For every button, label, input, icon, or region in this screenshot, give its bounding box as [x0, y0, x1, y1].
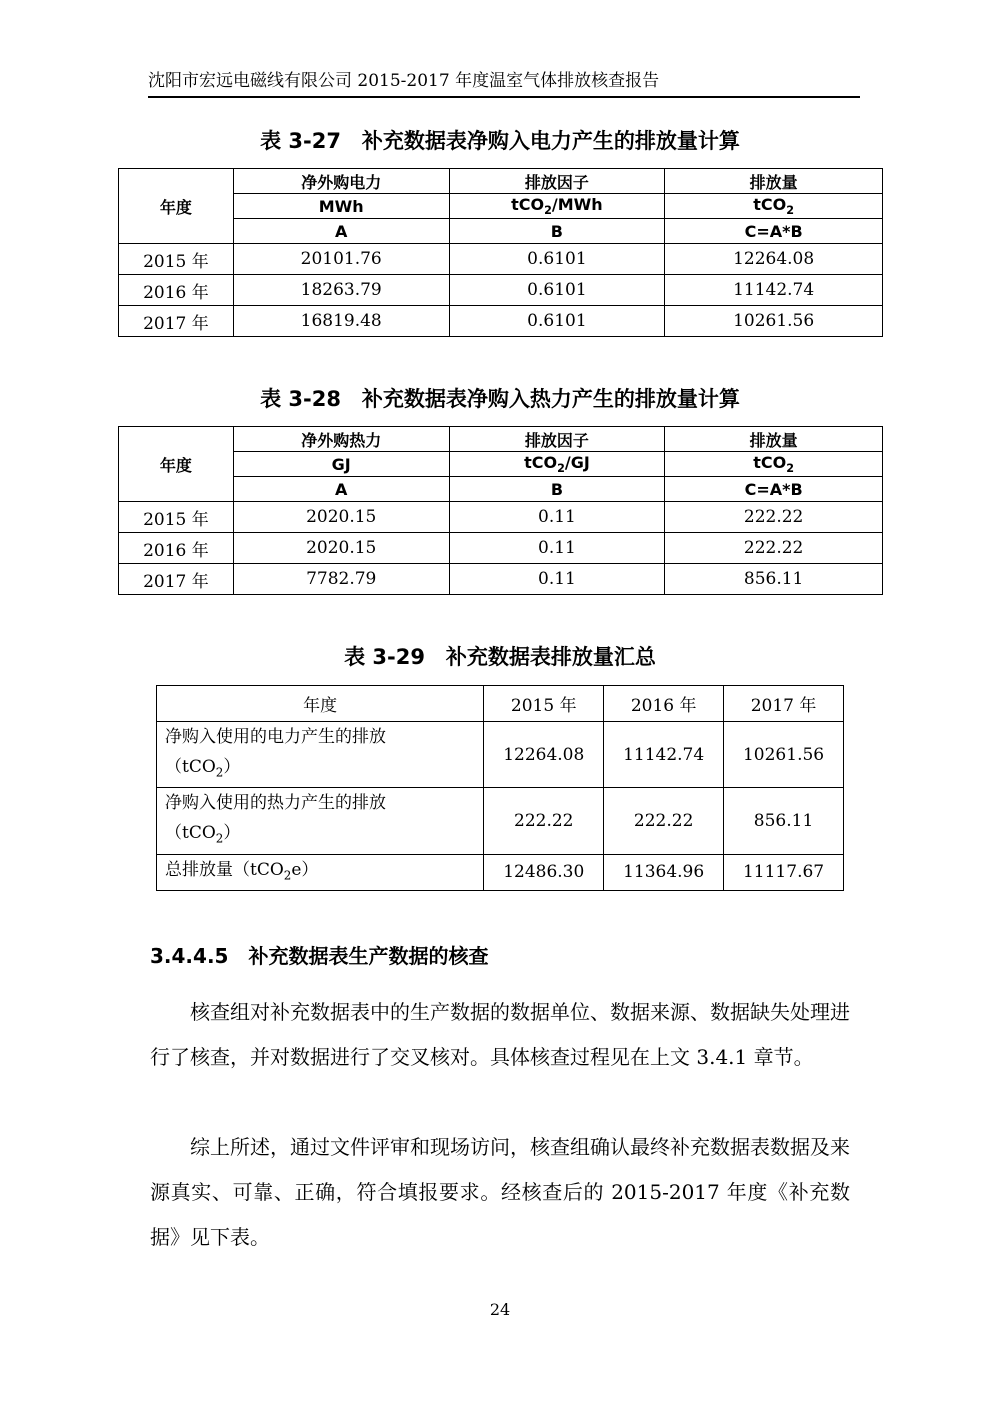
- section-heading: [150, 940, 508, 969]
- table1-col3-name: 排放量: [665, 169, 883, 194]
- table-row: [119, 275, 883, 306]
- table1-caption: 表 3-27 补充数据表净购入电力产生的排放量计算: [260, 129, 740, 153]
- table3-cell: 10261.56: [724, 722, 844, 788]
- table3-cell: 11142.74: [604, 722, 724, 788]
- table2-cell: 2020.15: [233, 502, 449, 533]
- table3-header-2017: 2017 年: [724, 686, 844, 722]
- table2: [118, 426, 883, 595]
- table2-row-year: 2017 年: [119, 564, 234, 595]
- table3-header-label: 年度: [157, 686, 484, 722]
- table3-cell: 11364.96: [604, 854, 724, 890]
- table-row: [157, 788, 844, 854]
- table-row: [119, 502, 883, 533]
- table2-col2-code: B: [449, 477, 665, 502]
- table3-row-label: 净购入使用的热力产生的排放 （tCO$_2$）: [157, 788, 484, 854]
- table1-row-year: 2015 年: [119, 244, 234, 275]
- table2-row-year: 2015 年: [119, 502, 234, 533]
- table1-cell: 10261.56: [665, 306, 883, 337]
- table-row: [157, 722, 844, 788]
- table1-cell: 11142.74: [665, 275, 883, 306]
- table1-cell: 0.6101: [449, 306, 665, 337]
- table2-col3-name: 排放量: [665, 427, 883, 452]
- paragraph: 核查组对补充数据表中的生产数据的数据单位、数据来源、数据缺失处理进行了核查，并对数据进行了交叉核对。具体核查过程见在上文 3.4.1 章节。: [150, 1000, 850, 1069]
- table2-col1-name: 净外购热力: [233, 427, 449, 452]
- page-header: 沈阳市宏远电磁线有限公司 2015-2017 年度温室气体排放核查报告: [148, 66, 860, 98]
- table1-cell: 12264.08: [665, 244, 883, 275]
- table1-col2-name: 排放因子: [449, 169, 665, 194]
- table1-col1-unit: MWh: [233, 194, 449, 219]
- table1-col2-unit: tCO$_2$/MWh: [449, 194, 665, 219]
- table2-cell: 0.11: [449, 564, 665, 595]
- table3-header-2015: 2015 年: [484, 686, 604, 722]
- table2-caption: 表 3-28 补充数据表净购入热力产生的排放量计算: [260, 387, 740, 411]
- table-row: [157, 854, 844, 890]
- table1-col3-code: C=A*B: [665, 219, 883, 244]
- table3-cell: 12264.08: [484, 722, 604, 788]
- table2-cell: 856.11: [665, 564, 883, 595]
- table2-col3-code: C=A*B: [665, 477, 883, 502]
- table1-col1-code: A: [233, 219, 449, 244]
- section-title: 补充数据表生产数据的核查: [248, 944, 489, 968]
- table2-cell: 2020.15: [233, 533, 449, 564]
- table3: [156, 685, 844, 891]
- table2-row-year: 2016 年: [119, 533, 234, 564]
- table3-cell: 222.22: [604, 788, 724, 854]
- table1-row-year: 2016 年: [119, 275, 234, 306]
- table1-cell: 18263.79: [233, 275, 449, 306]
- table-row: [119, 533, 883, 564]
- table-row: [119, 244, 883, 275]
- table2-cell: 0.11: [449, 502, 665, 533]
- table2-cell: 7782.79: [233, 564, 449, 595]
- page-number: 24: [489, 1300, 511, 1319]
- table-row: [119, 564, 883, 595]
- table2-cell: 222.22: [665, 533, 883, 564]
- table2-col3-unit: tCO$_2$: [665, 452, 883, 477]
- table3-cell: 11117.67: [724, 854, 844, 890]
- table3-cell: 12486.30: [484, 854, 604, 890]
- table1-cell: 20101.76: [233, 244, 449, 275]
- table1: [118, 168, 883, 337]
- table1-year-header: 年度: [119, 169, 234, 244]
- table1-cell: 16819.48: [233, 306, 449, 337]
- table1-col2-code: B: [449, 219, 665, 244]
- table3-row-label: 净购入使用的电力产生的排放 （tCO$_2$）: [157, 722, 484, 788]
- paragraph: 综上所述，通过文件评审和现场访问，核查组确认最终补充数据表数据及来源真实、可靠、正确，符合填报要求。经核查后的 2015-2017 年度《补充数据》见下表。: [150, 1135, 850, 1249]
- table2-col2-unit: tCO$_2$/GJ: [449, 452, 665, 477]
- table3-row-label: 总排放量（tCO$_2$e）: [157, 854, 484, 890]
- table3-caption: 表 3-29 补充数据表排放量汇总: [344, 645, 656, 669]
- table2-col2-name: 排放因子: [449, 427, 665, 452]
- table1-cell: 0.6101: [449, 275, 665, 306]
- section-number: 3.4.4.5: [150, 944, 229, 968]
- table1-col1-name: 净外购电力: [233, 169, 449, 194]
- table2-cell: 222.22: [665, 502, 883, 533]
- table2-col1-code: A: [233, 477, 449, 502]
- table-row: [119, 306, 883, 337]
- table1-row-year: 2017 年: [119, 306, 234, 337]
- table1-cell: 0.6101: [449, 244, 665, 275]
- table2-year-header: 年度: [119, 427, 234, 502]
- table3-cell: 222.22: [484, 788, 604, 854]
- table2-col1-unit: GJ: [233, 452, 449, 477]
- table1-col3-unit: tCO$_2$: [665, 194, 883, 219]
- table3-header-2016: 2016 年: [604, 686, 724, 722]
- table3-cell: 856.11: [724, 788, 844, 854]
- table2-cell: 0.11: [449, 533, 665, 564]
